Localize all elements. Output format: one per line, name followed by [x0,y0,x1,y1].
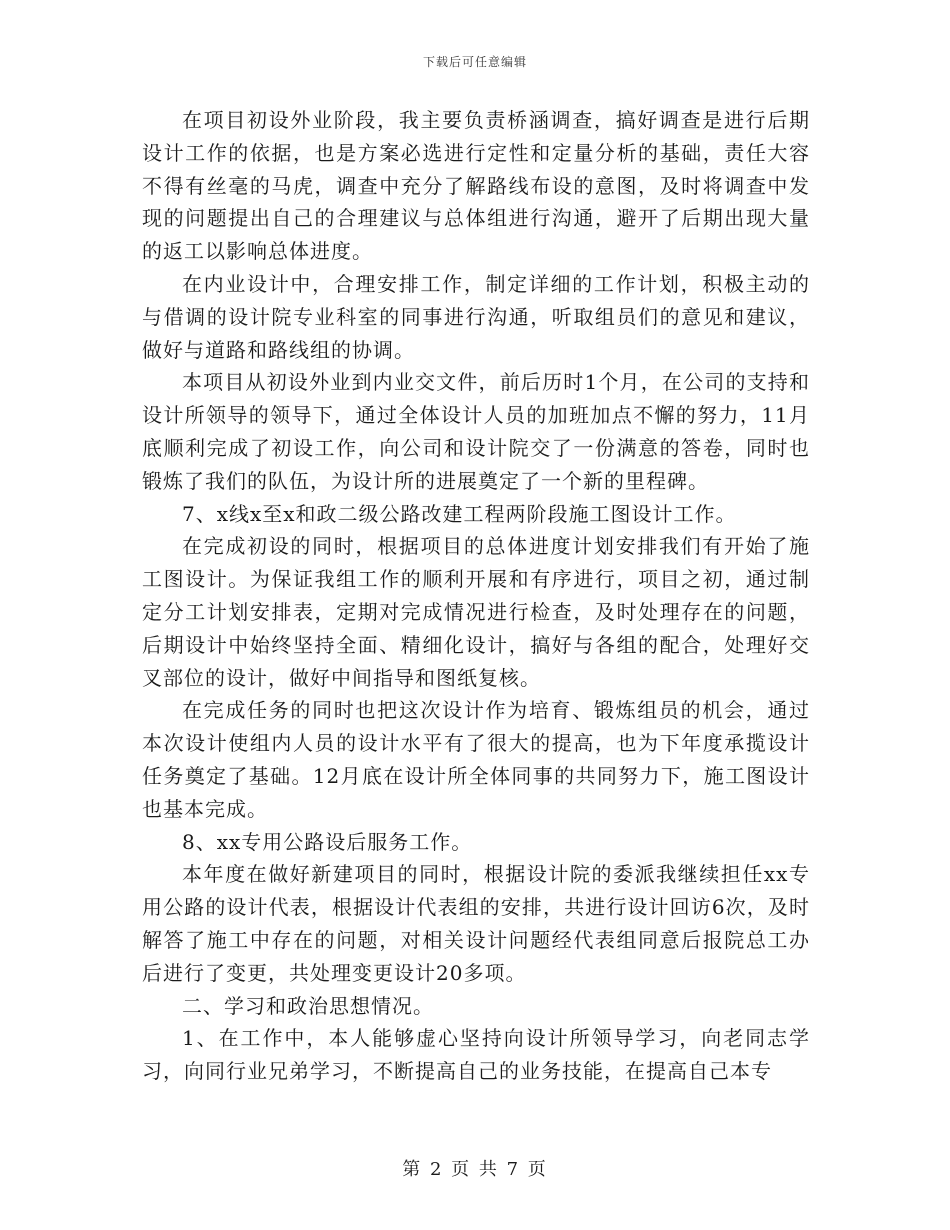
header-note: 下载后可任意编辑 [422,55,527,69]
paragraph: 在内业设计中，合理安排工作，制定详细的工作计划，积极主动的与借调的设计院专业科室的同事进行沟通，听取组员们的意见和建议，做好与道路和路线组的协调。 [142,271,810,362]
paragraph: 在完成任务的同时也把这次设计作为培育、锻炼组员的机会，通过本次设计使组内人员的设计水平有了很大的提高，也为下年度承揽设计任务奠定了基础。12月底在设计所全体同事的共同努力下，施工图设计也基本完成。 [142,698,810,821]
section-heading: 二、学习和政治思想情况。 [182,993,434,1018]
section-heading: 8、xx专用公路设后服务工作。 [182,829,473,854]
page-number: 第 2 页 共 7 页 [402,1159,548,1180]
paragraph: 在完成初设的同时，根据项目的总体进度计划安排我们有开始了施工图设计。为保证我组工作的顺利开展和有序进行，项目之初，通过制定分工计划安排表，定期对完成情况进行检查，及时处理存在的问题，后期设计中始终坚持全面、精细化设计，搞好与各组的配合，处理好交叉部位的设计，做好中间指导和图纸复核。 [142,534,810,690]
paragraph: 本年度在做好新建项目的同时，根据设计院的委派我继续担任xx专用公路的设计代表，根据设计代表组的安排，共进行设计回访6次，及时解答了施工中存在的问题，对相关设计问题经代表组同意后报院总工办后进行了变更，共处理变更设计20多项。 [142,862,810,985]
paragraph: 1、在工作中，本人能够虚心坚持向设计所领导学习，向老同志学习，向同行业兄弟学习，不断提高自己的业务技能，在提高自己本专 [142,1026,810,1084]
section-heading: 7、x线x至x和政二级公路改建工程两阶段施工图设计工作。 [182,501,737,526]
paragraph: 在项目初设外业阶段，我主要负责桥涵调查，搞好调查是进行后期设计工作的依据，也是方案必选进行定性和定量分析的基础，责任大容不得有丝毫的马虎，调查中充分了解路线布设的意图，及时将调查中发现的问题提出自己的合理建议与总体组进行沟通，避开了后期出现大量的返工以影响总体进度。 [142,108,810,264]
document-body [142,104,810,1088]
paragraph: 本项目从初设外业到内业交文件，前后历时1个月，在公司的支持和设计所领导的领导下，通过全体设计人员的加班加点不懈的努力，11月底顺利完成了初设工作，向公司和设计院交了一份满意的答卷，同时也锻炼了我们的队伍，为设计所的进展奠定了一个新的里程碑。 [142,370,810,493]
